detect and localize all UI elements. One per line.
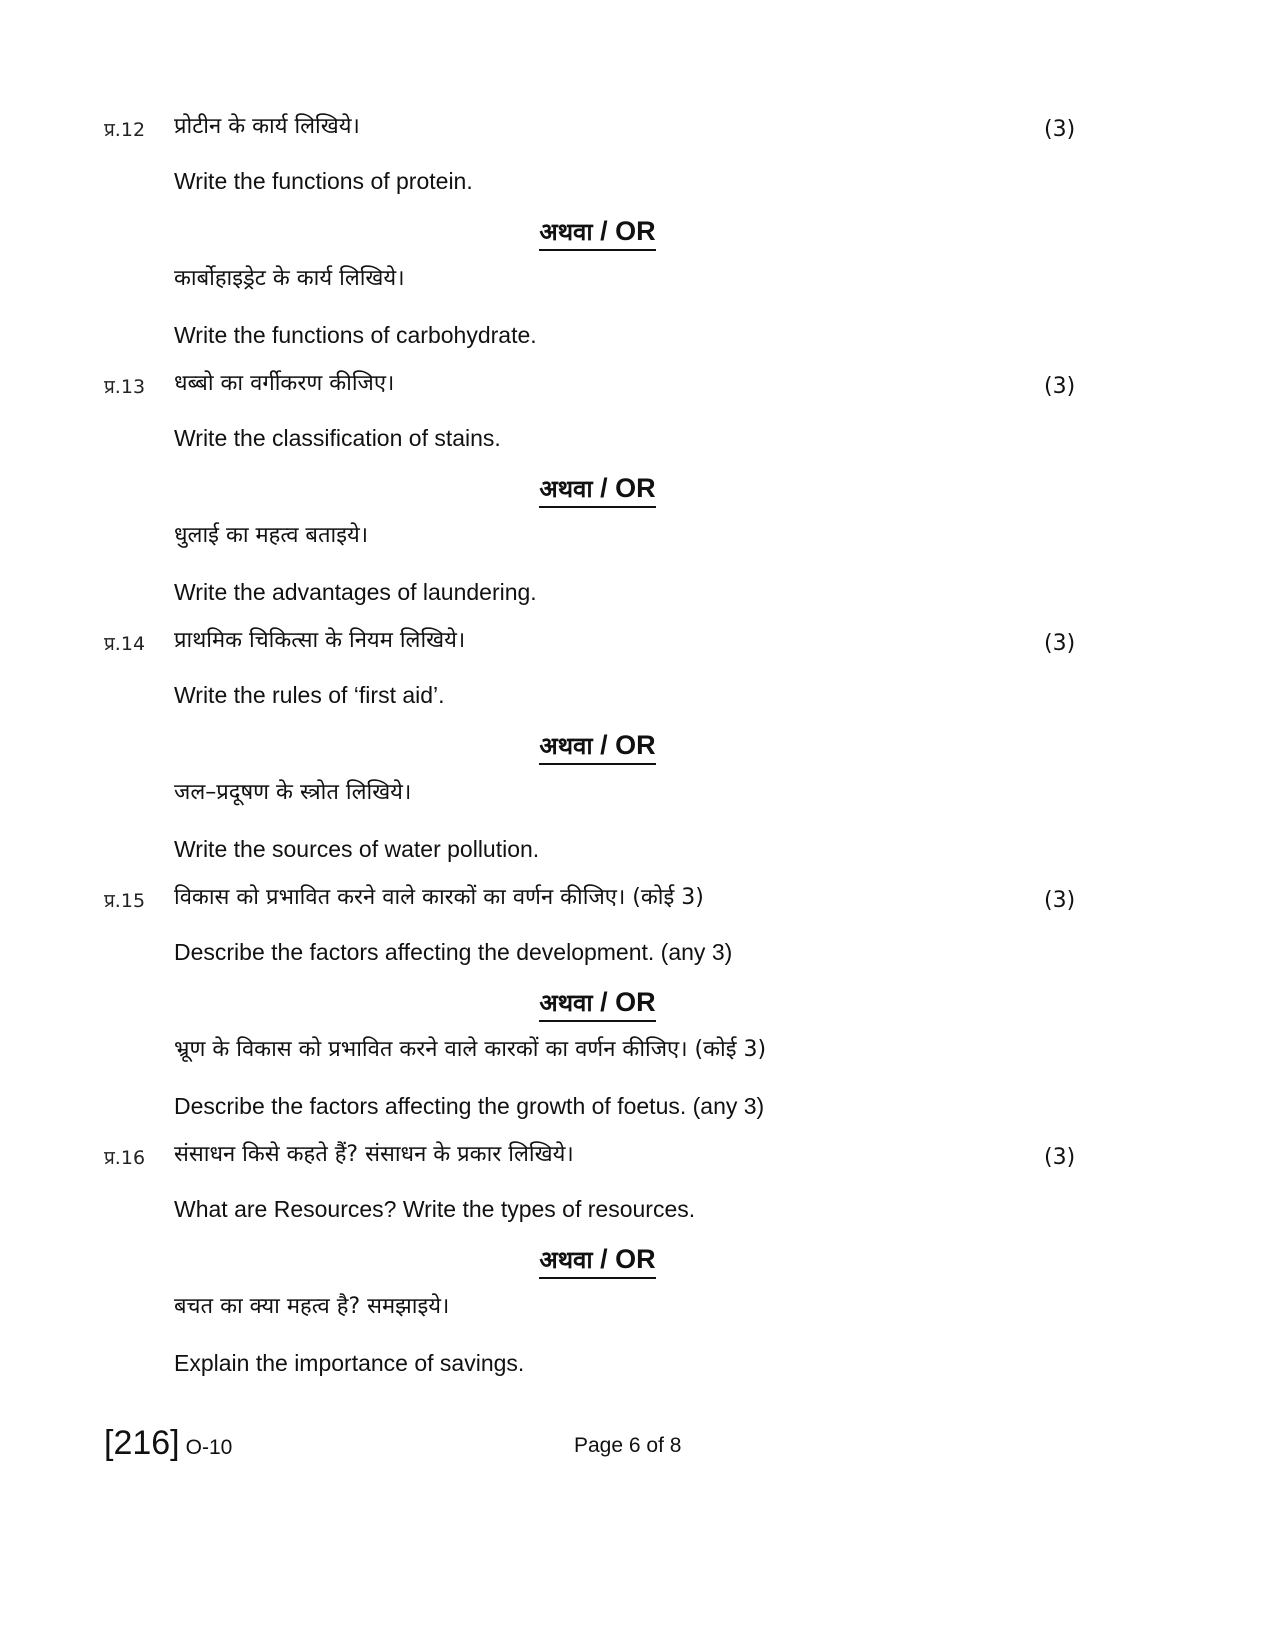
or-separator: अथवा / OR <box>0 1243 1195 1279</box>
question-hindi: संसाधन किसे कहते हैं? संसाधन के प्रकार लिखिये। <box>174 1142 574 1167</box>
question-hindi: धब्बो का वर्गीकरण कीजिए। <box>174 371 395 396</box>
question-marks: (3) <box>1044 117 1076 142</box>
question-hindi: प्राथमिक चिकित्सा के नियम लिखिये। <box>174 628 466 653</box>
question-number: प्र.12 <box>104 119 146 141</box>
question-hindi: विकास को प्रभावित करने वाले कारकों का वर्णन कीजिए। (कोई 3) <box>174 885 704 910</box>
paper-code <box>104 1423 232 1463</box>
or-separator: अथवा / OR <box>0 986 1195 1022</box>
or-label-english: OR <box>615 216 656 246</box>
or-label-english: OR <box>615 730 656 760</box>
question-marks: (3) <box>1044 631 1076 656</box>
question-marks: (3) <box>1044 888 1076 913</box>
question-number: प्र.14 <box>104 633 146 655</box>
or-label-hindi: अथवा <box>539 989 593 1017</box>
alternate-hindi: जल–प्रदूषण के स्त्रोत लिखिये। <box>174 780 412 805</box>
alternate-hindi: कार्बोहाइड्रेट के कार्य लिखिये। <box>174 266 405 291</box>
paper-subcode: O-10 <box>185 1436 233 1459</box>
or-separator: अथवा / OR <box>0 472 1195 508</box>
alternate-hindi: बचत का क्या महत्व है? समझाइये। <box>174 1294 450 1319</box>
alternate-english: Write the functions of carbohydrate. <box>174 322 537 348</box>
question-english: Write the rules of ‘first aid’. <box>174 682 445 708</box>
question-english: Write the classification of stains. <box>174 425 501 451</box>
question-number: प्र.15 <box>104 890 146 912</box>
alternate-english: Explain the importance of savings. <box>174 1350 525 1376</box>
question-marks: (3) <box>1044 1145 1076 1170</box>
or-label-hindi: अथवा <box>539 475 593 503</box>
alternate-hindi: धुलाई का महत्व बताइये। <box>174 523 369 548</box>
alternate-english: Describe the factors affecting the growth of foetus. (any 3) <box>174 1093 765 1119</box>
question-english: Describe the factors affecting the development. (any 3) <box>174 939 733 965</box>
or-separator: अथवा / OR <box>0 215 1195 251</box>
or-label-english: OR <box>615 473 656 503</box>
or-separator: अथवा / OR <box>0 729 1195 765</box>
question-number: प्र.16 <box>104 1147 146 1169</box>
alternate-hindi: भ्रूण के विकास को प्रभावित करने वाले कारकों का वर्णन कीजिए। (कोई 3) <box>174 1037 767 1062</box>
page-number: Page 6 of 8 <box>574 1434 682 1457</box>
paper-code-number: [216] <box>104 1424 180 1462</box>
or-label-hindi: अथवा <box>539 218 593 246</box>
alternate-english: Write the advantages of laundering. <box>174 579 537 605</box>
question-english: What are Resources? Write the types of resources. <box>174 1196 696 1222</box>
or-label-hindi: अथवा <box>539 1246 593 1274</box>
or-label-english: OR <box>615 987 656 1017</box>
or-label-hindi: अथवा <box>539 732 593 760</box>
question-marks: (3) <box>1044 374 1076 399</box>
alternate-english: Write the sources of water pollution. <box>174 836 540 862</box>
question-hindi: प्रोटीन के कार्य लिखिये। <box>174 114 360 139</box>
or-label-english: OR <box>615 1244 656 1274</box>
question-number: प्र.13 <box>104 376 146 398</box>
question-english: Write the functions of protein. <box>174 168 473 194</box>
